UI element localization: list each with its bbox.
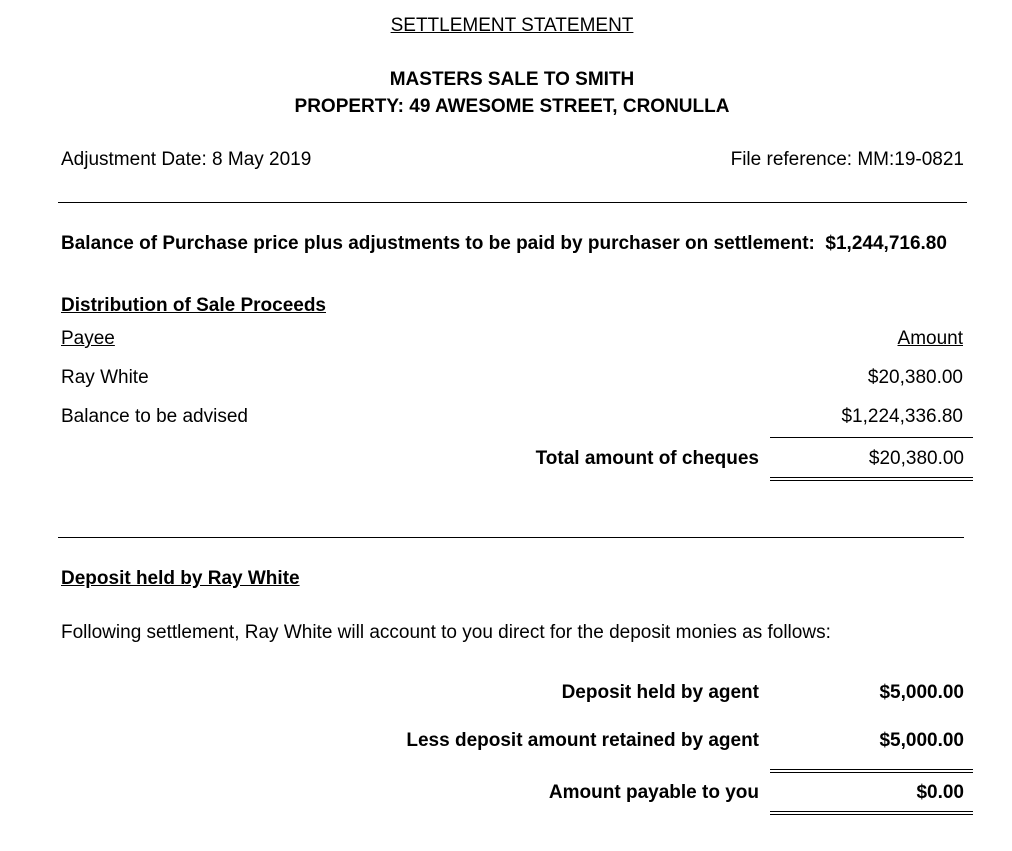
payable-top-rule — [770, 769, 973, 773]
distribution-heading: Distribution of Sale Proceeds — [61, 295, 326, 316]
balance-label: Balance of Purchase price plus adjustments to be paid by purchaser on settlement: — [61, 233, 815, 254]
amount-payable-label: Amount payable to you — [548, 782, 759, 803]
deposit-retained-label: Less deposit amount retained by agent — [406, 730, 759, 751]
deposit-heading: Deposit held by Ray White — [61, 568, 300, 589]
divider-top — [58, 202, 967, 203]
distribution-row-amount: $1,224,336.80 — [841, 406, 963, 427]
amount-payable-value: $0.00 — [916, 782, 964, 803]
amount-column-header: Amount — [897, 328, 963, 349]
total-cheques-label: Total amount of cheques — [535, 448, 759, 469]
distribution-row-payee: Ray White — [61, 367, 149, 388]
adjustment-date: Adjustment Date: 8 May 2019 — [61, 149, 312, 170]
payable-bottom-rule — [770, 811, 973, 815]
balance-statement — [61, 233, 947, 255]
balance-amount: $1,244,716.80 — [825, 233, 947, 254]
parties-heading: MASTERS SALE TO SMITH — [389, 69, 635, 90]
deposit-held-amount: $5,000.00 — [879, 682, 964, 703]
total-cheques-amount: $20,380.00 — [868, 448, 964, 469]
divider-middle — [58, 537, 964, 538]
deposit-held-label: Deposit held by agent — [561, 682, 759, 703]
distribution-row-amount: $20,380.00 — [867, 367, 963, 388]
property-heading: PROPERTY: 49 AWESOME STREET, CRONULLA — [294, 96, 730, 117]
subtotal-rule — [770, 437, 973, 438]
deposit-intro: Following settlement, Ray White will account to you direct for the deposit monies as follows: — [61, 622, 831, 643]
deposit-retained-amount: $5,000.00 — [879, 730, 964, 751]
document-title: SETTLEMENT STATEMENT — [390, 15, 634, 36]
payee-column-header: Payee — [61, 328, 115, 349]
file-reference: File reference: MM:19-0821 — [730, 149, 964, 170]
total-double-rule — [770, 477, 973, 481]
distribution-row-payee: Balance to be advised — [61, 406, 248, 427]
